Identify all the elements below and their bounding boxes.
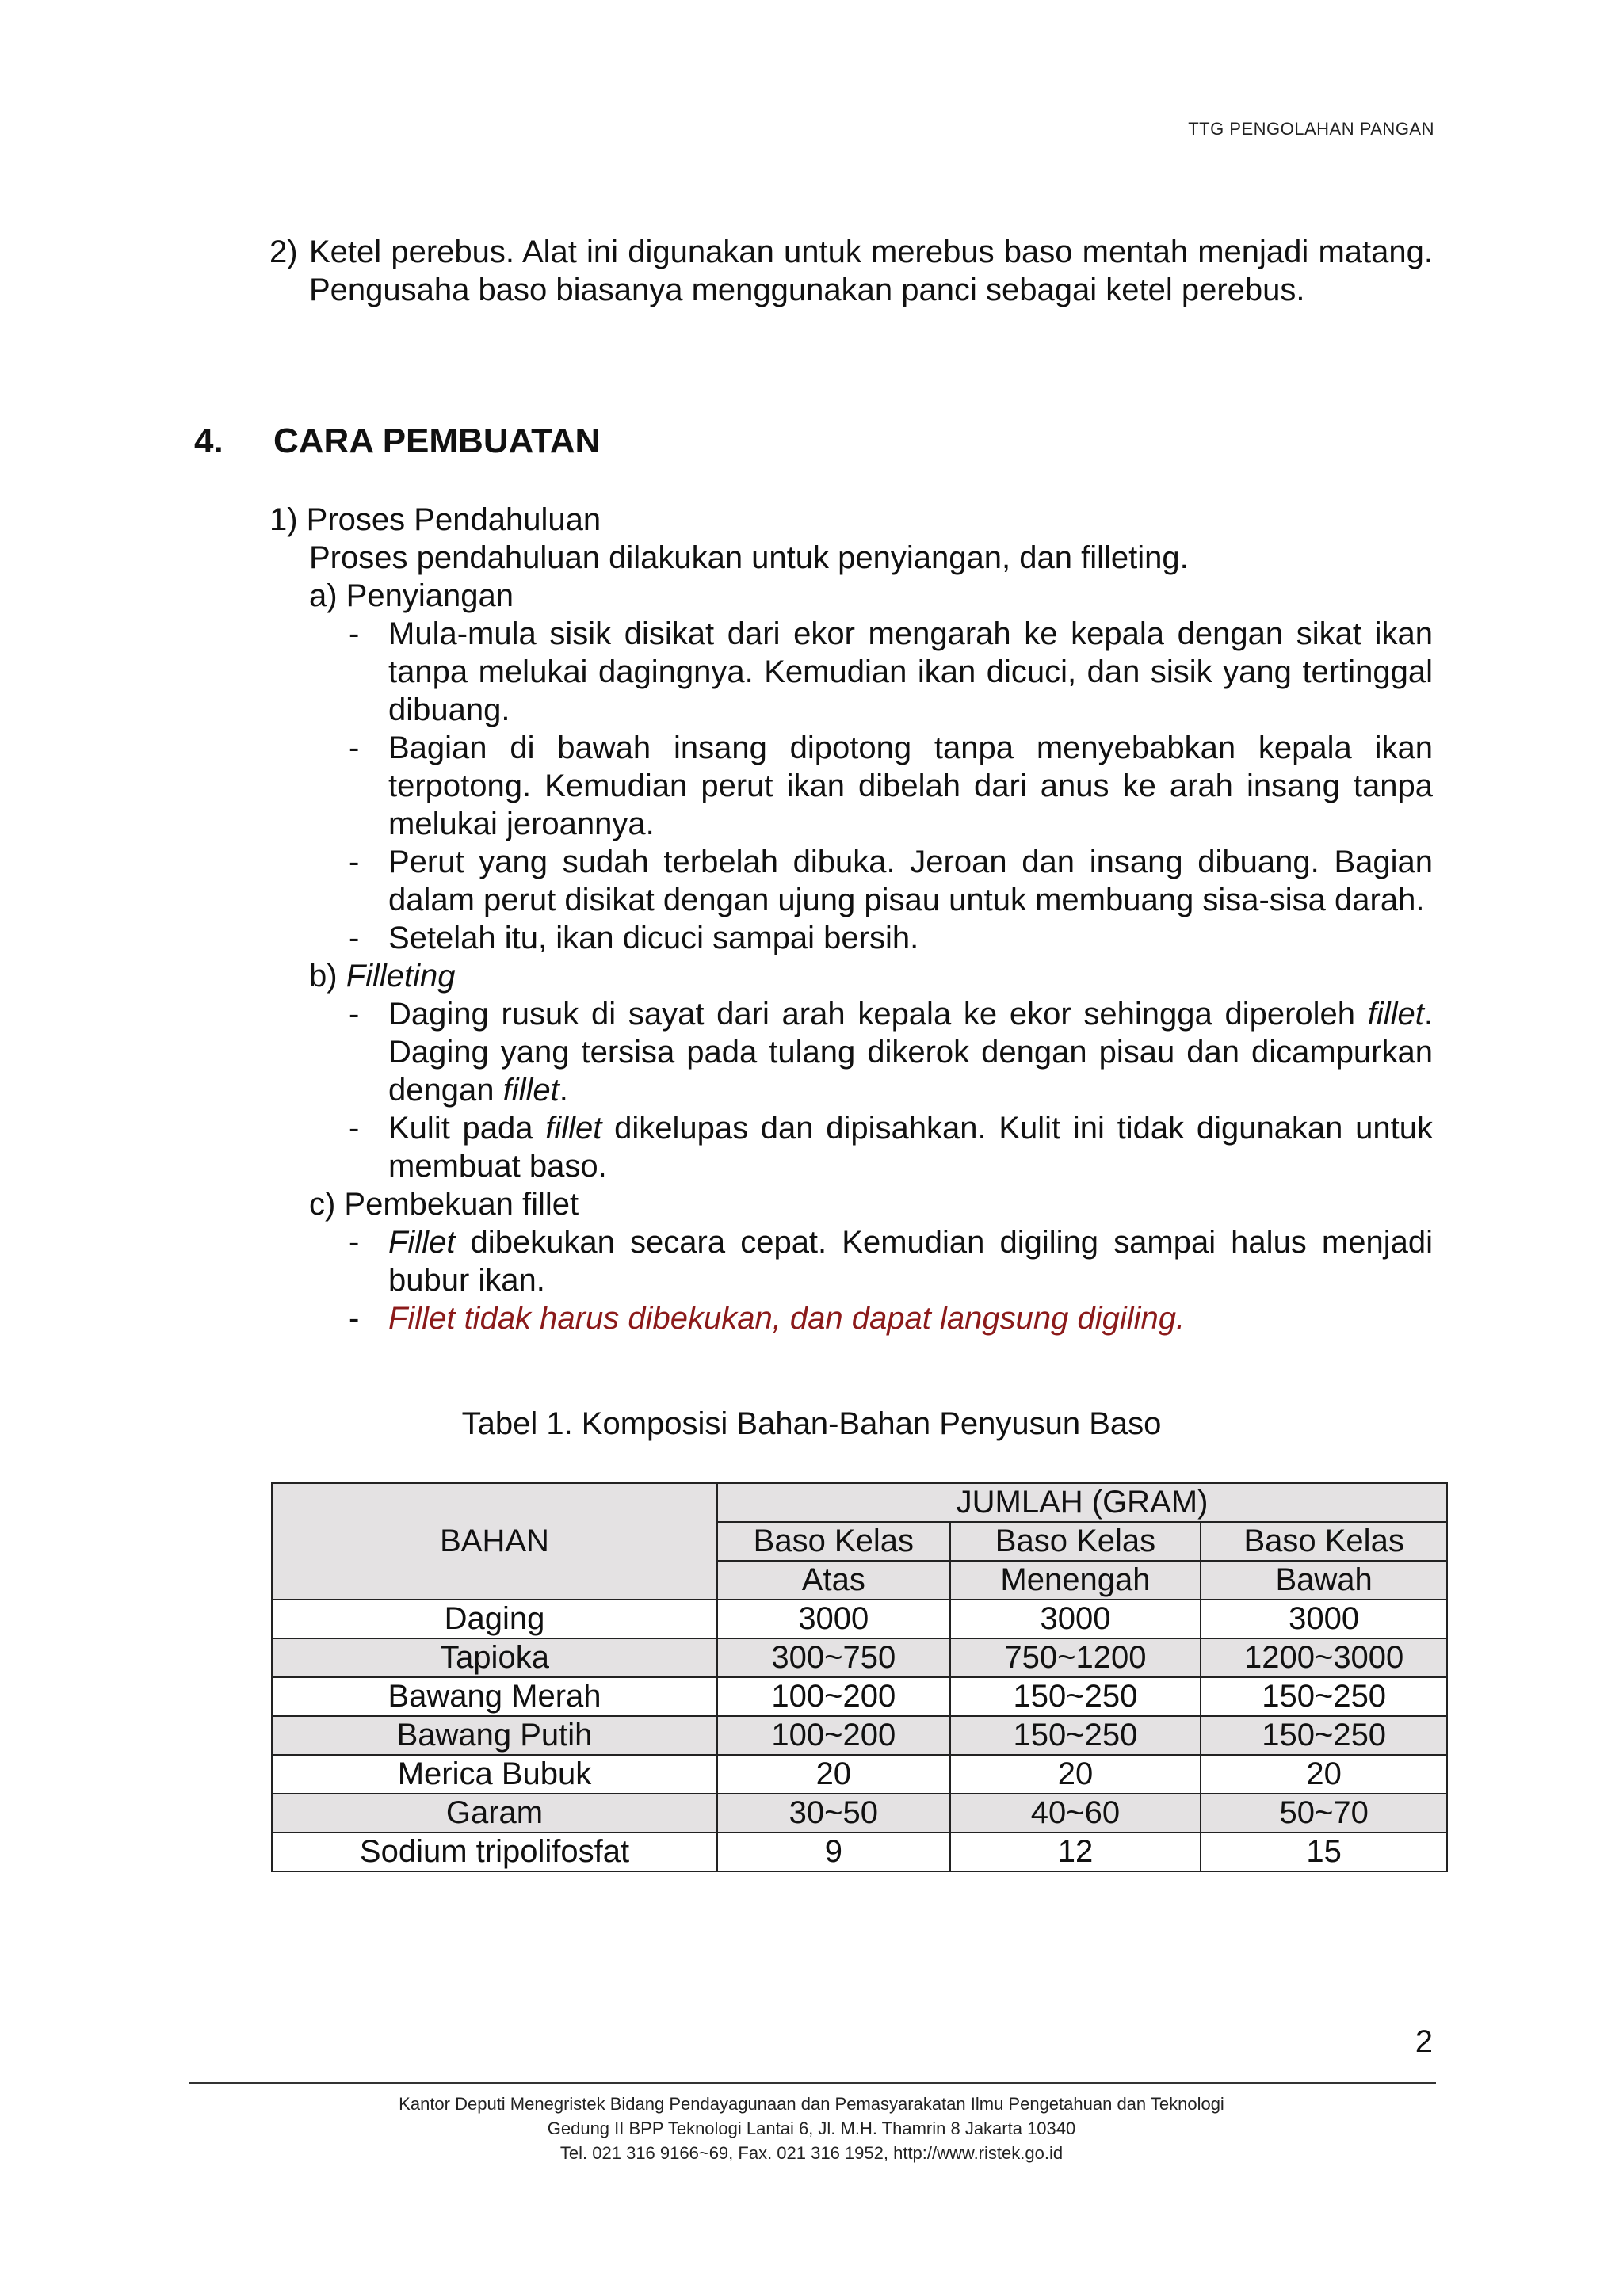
bullet-text xyxy=(388,997,1433,1108)
column-header-bahan: BAHAN xyxy=(272,1483,717,1600)
sub-heading-prefix: b) xyxy=(309,959,346,994)
column-header: Menengah xyxy=(950,1561,1201,1600)
bullet-text xyxy=(388,1225,1433,1298)
text-run: dibekukan secara cepat. Kemudian digiling sampai halus menjadi bubur ikan. xyxy=(388,1225,1433,1298)
bullet-item xyxy=(349,1299,1433,1337)
italic-term: fillet xyxy=(502,1073,559,1108)
column-header: Baso Kelas xyxy=(950,1522,1201,1561)
column-header: Baso Kelas xyxy=(717,1522,950,1561)
text-run: Kulit pada xyxy=(388,1111,546,1146)
table-row xyxy=(272,1833,1447,1871)
table-cell: 300~750 xyxy=(717,1638,950,1677)
sub-heading-penyiangan: a) Penyiangan xyxy=(309,578,514,613)
page-footer xyxy=(0,2092,1623,2165)
table-cell: Bawang Putih xyxy=(272,1716,717,1755)
table-row xyxy=(272,1600,1447,1638)
composition-table xyxy=(271,1482,1448,1872)
table-cell: 750~1200 xyxy=(950,1638,1201,1677)
bullet-dash: - xyxy=(349,997,360,1032)
column-header: Atas xyxy=(717,1561,950,1600)
column-header: Bawah xyxy=(1201,1561,1447,1600)
table-row xyxy=(272,1794,1447,1833)
footer-divider xyxy=(189,2082,1436,2084)
page-number: 2 xyxy=(1415,2024,1433,2059)
table-row xyxy=(272,1755,1447,1794)
bullet-text-highlight: Fillet tidak harus dibekukan, dan dapat langsung digiling. xyxy=(388,1301,1186,1336)
table-cell: 3000 xyxy=(717,1600,950,1638)
subsection-heading: 1) Proses Pendahuluan xyxy=(269,502,601,537)
bullet-item xyxy=(349,1109,1433,1185)
table-cell: 3000 xyxy=(1201,1600,1447,1638)
table-cell: Sodium tripolifosfat xyxy=(272,1833,717,1871)
bullet-dash: - xyxy=(349,616,360,651)
table-cell: 40~60 xyxy=(950,1794,1201,1833)
bullet-item xyxy=(349,919,1433,957)
table-cell: 150~250 xyxy=(1201,1677,1447,1716)
table-cell: 9 xyxy=(717,1833,950,1871)
section-content xyxy=(269,501,1433,1337)
table-cell: 50~70 xyxy=(1201,1794,1447,1833)
table-cell: Tapioka xyxy=(272,1638,717,1677)
column-group-header: JUMLAH (GRAM) xyxy=(717,1483,1447,1522)
list-number: 2) xyxy=(269,235,298,269)
bullet-item xyxy=(349,843,1433,919)
table-cell: 100~200 xyxy=(717,1677,950,1716)
bullet-dash: - xyxy=(349,730,360,765)
bullet-text: Mula-mula sisik disikat dari ekor mengarah ke kepala dengan sikat ikan tanpa melukai dagingnya. Kemudian ikan dicuci, dan sisik yang tertinggal dibuang. xyxy=(388,616,1433,727)
table-cell: 100~200 xyxy=(717,1716,950,1755)
bullet-item xyxy=(349,729,1433,843)
running-header: TTG PENGOLAHAN PANGAN xyxy=(1188,119,1434,139)
italic-term: fillet xyxy=(1367,997,1424,1032)
italic-term: fillet xyxy=(545,1111,602,1146)
footer-line: Kantor Deputi Menegristek Bidang Pendayagunaan dan Pemasyarakatan Ilmu Pengetahuan dan Teknologi xyxy=(399,2094,1224,2114)
text-run: Daging rusuk di sayat dari arah kepala ke ekor sehingga diperoleh xyxy=(388,997,1368,1032)
table-header-row xyxy=(272,1483,1447,1522)
table-cell: Merica Bubuk xyxy=(272,1755,717,1794)
table-cell: 20 xyxy=(717,1755,950,1794)
bullet-text: Setelah itu, ikan dicuci sampai bersih. xyxy=(388,921,919,955)
subsection-intro: Proses pendahuluan dilakukan untuk penyiangan, dan filleting. xyxy=(309,540,1189,575)
table-cell: Bawang Merah xyxy=(272,1677,717,1716)
table-cell: 20 xyxy=(950,1755,1201,1794)
table-cell: 150~250 xyxy=(1201,1716,1447,1755)
table-cell: 30~50 xyxy=(717,1794,950,1833)
table-cell: 3000 xyxy=(950,1600,1201,1638)
bullet-item xyxy=(349,995,1433,1109)
bullet-dash: - xyxy=(349,845,360,879)
section-number: 4. xyxy=(194,421,223,460)
table-row xyxy=(272,1638,1447,1677)
bullet-text: Bagian di bawah insang dipotong tanpa menyebabkan kepala ikan terpotong. Kemudian perut ikan dibelah dari anus ke arah insang tanpa melukai jeroannya. xyxy=(388,730,1433,841)
table-cell: 1200~3000 xyxy=(1201,1638,1447,1677)
text-run: . xyxy=(559,1073,568,1108)
bullet-dash: - xyxy=(349,921,360,955)
sub-heading-title: Filleting xyxy=(346,959,456,994)
footer-line: Gedung II BPP Teknologi Lantai 6, Jl. M.H. Thamrin 8 Jakarta 10340 xyxy=(547,2119,1076,2138)
section-title: CARA PEMBUATAN xyxy=(273,421,601,460)
list-item-ketel-perebus xyxy=(269,233,1433,309)
table-row xyxy=(272,1716,1447,1755)
bullet-dash: - xyxy=(349,1225,360,1260)
table-cell: Garam xyxy=(272,1794,717,1833)
bullet-item xyxy=(349,615,1433,729)
footer-line: Tel. 021 316 9166~69, Fax. 021 316 1952, http://www.ristek.go.id xyxy=(559,2143,1064,2163)
table-cell: 12 xyxy=(950,1833,1201,1871)
bullet-dash: - xyxy=(349,1111,360,1146)
sub-heading-filleting xyxy=(309,957,1433,995)
table-cell: Daging xyxy=(272,1600,717,1638)
bullet-text xyxy=(388,1111,1433,1184)
bullet-text: Perut yang sudah terbelah dibuka. Jeroan dan insang dibuang. Bagian dalam perut disikat dengan ujung pisau untuk membuang sisa-sisa darah. xyxy=(388,845,1433,917)
table-cell: 150~250 xyxy=(950,1716,1201,1755)
table-cell: 15 xyxy=(1201,1833,1447,1871)
text-run: dikelupas dan dipisahkan. Kulit ini tidak digunakan untuk membuat baso. xyxy=(388,1111,1433,1184)
italic-term: Fillet xyxy=(388,1225,456,1260)
text-run: . Daging yang tersisa pada tulang dikerok dengan pisau dan dicampurkan dengan xyxy=(388,997,1433,1108)
table-caption: Tabel 1. Komposisi Bahan-Bahan Penyusun Baso xyxy=(461,1406,1162,1441)
data-table xyxy=(271,1482,1448,1872)
list-item-text: Ketel perebus. Alat ini digunakan untuk merebus baso mentah menjadi matang. Pengusaha baso biasanya menggunakan panci sebagai ketel perebus. xyxy=(309,235,1433,307)
section-heading xyxy=(194,421,600,461)
bullet-item xyxy=(349,1223,1433,1299)
table-cell: 20 xyxy=(1201,1755,1447,1794)
sub-heading-pembekuan: c) Pembekuan fillet xyxy=(309,1187,579,1222)
table-cell: 150~250 xyxy=(950,1677,1201,1716)
table-row xyxy=(272,1677,1447,1716)
bullet-dash: - xyxy=(349,1301,360,1336)
column-header: Baso Kelas xyxy=(1201,1522,1447,1561)
